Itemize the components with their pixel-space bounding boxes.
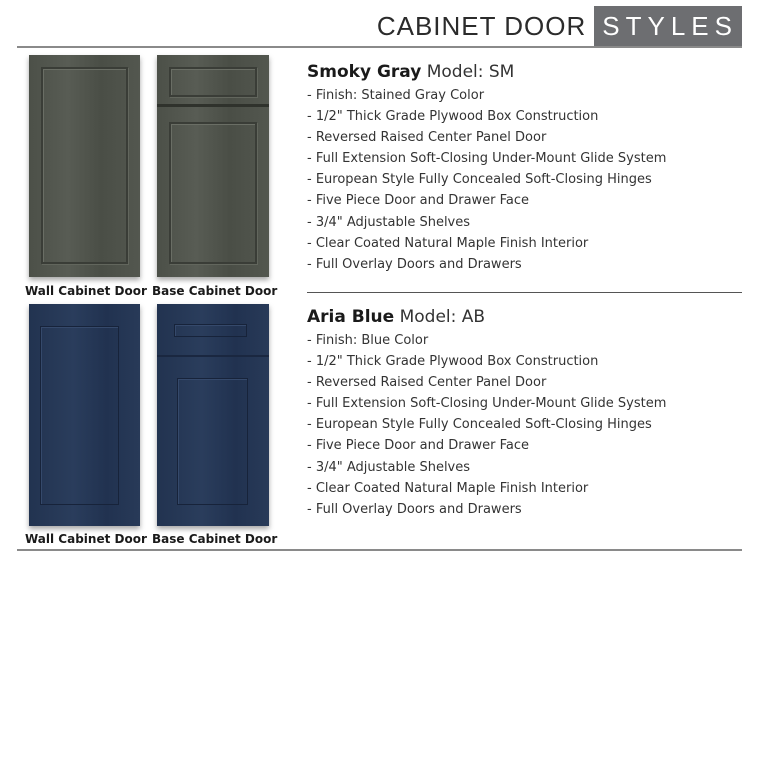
header-title-highlight: STYLES [594, 6, 742, 47]
feature-item: - 1/2" Thick Grade Plywood Box Construction [307, 109, 599, 125]
feature-item: - Full Extension Soft-Closing Under-Mount Glide System [307, 396, 667, 412]
feature-item: - Finish: Blue Color [307, 333, 429, 348]
section-divider [307, 292, 742, 293]
feature-item: - Full Extension Soft-Closing Under-Mount Glide System [307, 151, 667, 167]
page-header [377, 6, 742, 47]
model-label: Model: AB [399, 307, 486, 327]
feature-item: - 3/4" Adjustable Shelves [307, 459, 471, 475]
feature-item: - Full Overlay Doors and Drawers [307, 256, 522, 272]
smoky-gray-title [307, 62, 666, 82]
feature-item: - European Style Fully Concealed Soft-Closing Hinges [307, 172, 652, 188]
model-label: Model: SM [426, 62, 515, 82]
smoky-gray-wall-caption: Wall Cabinet Door [25, 284, 147, 298]
smoky-gray-wall-door-image [29, 55, 140, 277]
aria-blue-title [307, 307, 666, 327]
feature-item: - European Style Fully Concealed Soft-Closing Hinges [307, 417, 652, 433]
style-name: Smoky Gray [307, 62, 422, 82]
smoky-gray-base-caption: Base Cabinet Door [152, 284, 278, 298]
aria-blue-base-door-image [157, 304, 269, 526]
feature-item: - Full Overlay Doors and Drawers [307, 501, 522, 517]
feature-list [307, 330, 666, 520]
feature-item: - Five Piece Door and Drawer Face [307, 438, 530, 454]
feature-item: - 3/4" Adjustable Shelves [307, 214, 471, 230]
feature-item: - Five Piece Door and Drawer Face [307, 193, 530, 209]
feature-item: - Reversed Raised Center Panel Door [307, 130, 547, 146]
feature-item: - Clear Coated Natural Maple Finish Interior [307, 235, 589, 251]
smoky-gray-base-door-image [157, 55, 269, 277]
feature-item: - 1/2" Thick Grade Plywood Box Construction [307, 354, 599, 370]
feature-item: - Finish: Stained Gray Color [307, 88, 485, 103]
aria-blue-wall-caption: Wall Cabinet Door [25, 532, 147, 546]
aria-blue-wall-door-image [29, 304, 140, 526]
style-name: Aria Blue [307, 307, 395, 327]
feature-item: - Reversed Raised Center Panel Door [307, 375, 547, 391]
bottom-divider [17, 549, 742, 551]
top-divider [17, 46, 742, 48]
feature-item: - Clear Coated Natural Maple Finish Interior [307, 480, 589, 496]
header-title: CABINET DOOR [376, 11, 587, 41]
aria-blue-spec [307, 307, 666, 520]
smoky-gray-spec [307, 62, 666, 275]
feature-list [307, 85, 666, 275]
aria-blue-base-caption: Base Cabinet Door [152, 532, 278, 546]
